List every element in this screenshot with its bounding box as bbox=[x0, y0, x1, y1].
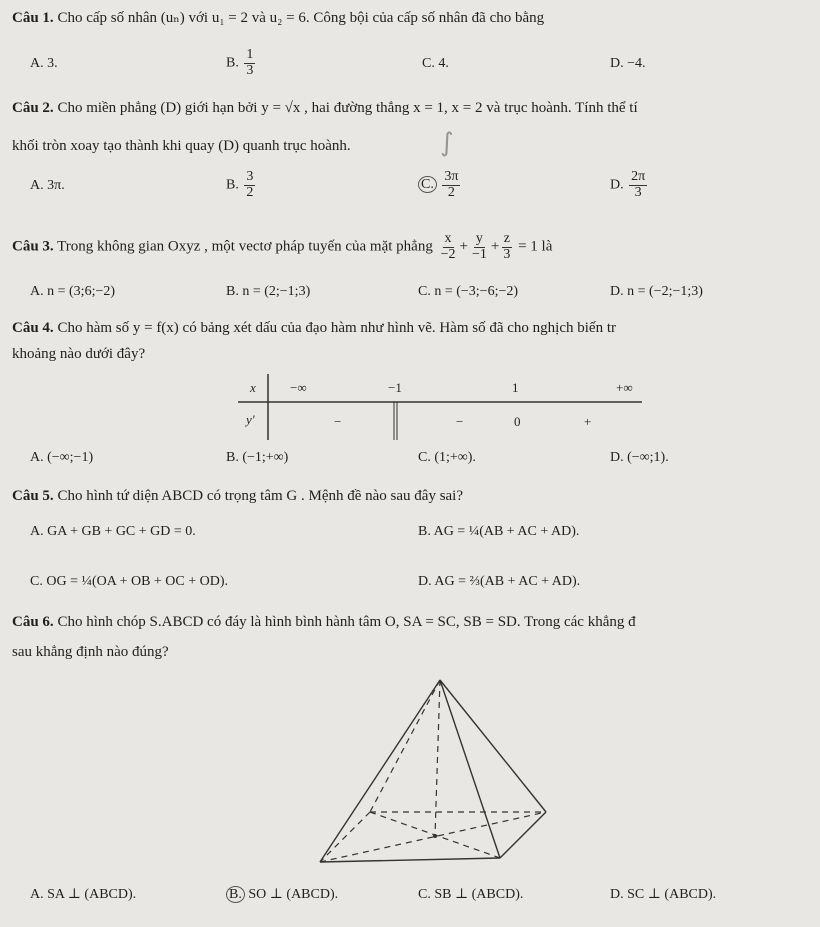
question-stem: Cho cấp số nhân (uₙ) với u₁ = 2 và u₂ = 6. Công bội của cấp số nhân đã cho bằng bbox=[57, 10, 545, 26]
option-1c[interactable]: C. 4. bbox=[422, 56, 449, 71]
option-3d[interactable]: D. n = (−2;−1;3) bbox=[610, 284, 703, 299]
cell: 0 bbox=[514, 414, 521, 429]
cell: −∞ bbox=[290, 380, 307, 395]
question-6-line2: sau khẳng định nào đúng? bbox=[12, 644, 169, 660]
option-4c[interactable]: C. (1;+∞). bbox=[418, 450, 476, 465]
cell: − bbox=[456, 414, 464, 429]
cell: − bbox=[334, 414, 342, 429]
option-2a[interactable]: A. 3π. bbox=[30, 178, 65, 193]
question-3: Câu 3. Trong không gian Oxyz , một vectơ pháp tuyến của mặt phẳng $\frac{x}{-2}$ + $\frac{y}{-1}$ + $\frac{z}{3}$ = 1 là bbox=[12, 231, 553, 262]
question-label: Câu 1. bbox=[12, 10, 54, 26]
row-label-y: y' bbox=[246, 412, 255, 427]
option-2c[interactable]: C. $\frac{3\pi}{2}$ bbox=[418, 170, 462, 200]
option-4b[interactable]: B. (−1;+∞) bbox=[226, 450, 289, 465]
question-label: Câu 4. bbox=[12, 320, 54, 336]
row-label-x: x bbox=[250, 380, 256, 395]
option-5d[interactable]: D. AG = ⅔(AB + AC + AD). bbox=[418, 574, 581, 589]
option-2d[interactable]: D. $\frac{2\pi}{3}$ bbox=[610, 169, 646, 200]
option-5c[interactable]: C. OG = ¼(OA + OB + OC + OD). bbox=[30, 574, 229, 589]
option-5a[interactable]: A. GA + GB + GC + GD = 0. bbox=[30, 524, 196, 539]
question-2 bbox=[12, 100, 638, 117]
question-6 bbox=[12, 614, 636, 631]
question-1 bbox=[12, 8, 544, 27]
option-4d[interactable]: D. (−∞;1). bbox=[610, 450, 669, 465]
option-6c[interactable]: C. SB ⊥ (ABCD). bbox=[418, 887, 524, 902]
option-5b[interactable]: B. AG = ¼(AB + AC + AD). bbox=[418, 524, 580, 539]
question-4 bbox=[12, 320, 616, 337]
sign-table bbox=[238, 374, 642, 440]
option-2b[interactable]: B. $\frac{3}{2}$ bbox=[226, 169, 254, 200]
option-6b[interactable]: B. SO ⊥ (ABCD). bbox=[226, 886, 338, 903]
option-3a[interactable]: A. n = (3;6;−2) bbox=[30, 284, 116, 299]
question-stem: Cho hình chóp S.ABCD có đáy là hình bình hành tâm O, SA = SC, SB = SD. Trong các khẳng đ bbox=[57, 614, 636, 630]
option-1a[interactable]: A. 3. bbox=[30, 56, 58, 71]
option-6a[interactable]: A. SA ⊥ (ABCD). bbox=[30, 887, 137, 902]
question-label: Câu 3. bbox=[12, 238, 54, 255]
question-2-line2: khối tròn xoay tạo thành khi quay (D) quanh trục hoành. bbox=[12, 138, 351, 154]
question-stem: Cho miền phẳng (D) giới hạn bởi y = √x , hai đường thẳng x = 1, x = 2 và trục hoành. Tính thể tí bbox=[57, 100, 638, 116]
cell: −1 bbox=[388, 380, 402, 395]
option-3c[interactable]: C. n = (−3;−6;−2) bbox=[418, 284, 519, 299]
option-1b[interactable]: B. $\frac{1}{3}$ bbox=[226, 47, 254, 78]
cell: 1 bbox=[512, 380, 519, 395]
question-label: Câu 5. bbox=[12, 488, 54, 504]
question-stem: Cho hình tứ diện ABCD có trọng tâm G . Mệnh đề nào sau đây sai? bbox=[57, 488, 464, 504]
question-4-line2: khoảng nào dưới đây? bbox=[12, 346, 146, 362]
handwriting-scribble: ∫ bbox=[440, 128, 454, 158]
cell: + bbox=[584, 414, 592, 429]
cell: +∞ bbox=[616, 380, 633, 395]
option-3b[interactable]: B. n = (2;−1;3) bbox=[226, 284, 311, 299]
pyramid-figure bbox=[300, 672, 570, 872]
option-4a[interactable]: A. (−∞;−1) bbox=[30, 450, 94, 465]
question-stem: Trong không gian Oxyz , một vectơ pháp tuyến của mặt phẳng bbox=[57, 238, 433, 255]
question-stem: Cho hàm số y = f(x) có bảng xét dấu của đạo hàm như hình vẽ. Hàm số đã cho nghịch biến tr bbox=[57, 320, 616, 336]
option-6d[interactable]: D. SC ⊥ (ABCD). bbox=[610, 887, 717, 902]
option-1d[interactable]: D. −4. bbox=[610, 56, 646, 71]
question-5 bbox=[12, 488, 463, 505]
question-label: Câu 6. bbox=[12, 614, 54, 630]
question-label: Câu 2. bbox=[12, 100, 54, 116]
